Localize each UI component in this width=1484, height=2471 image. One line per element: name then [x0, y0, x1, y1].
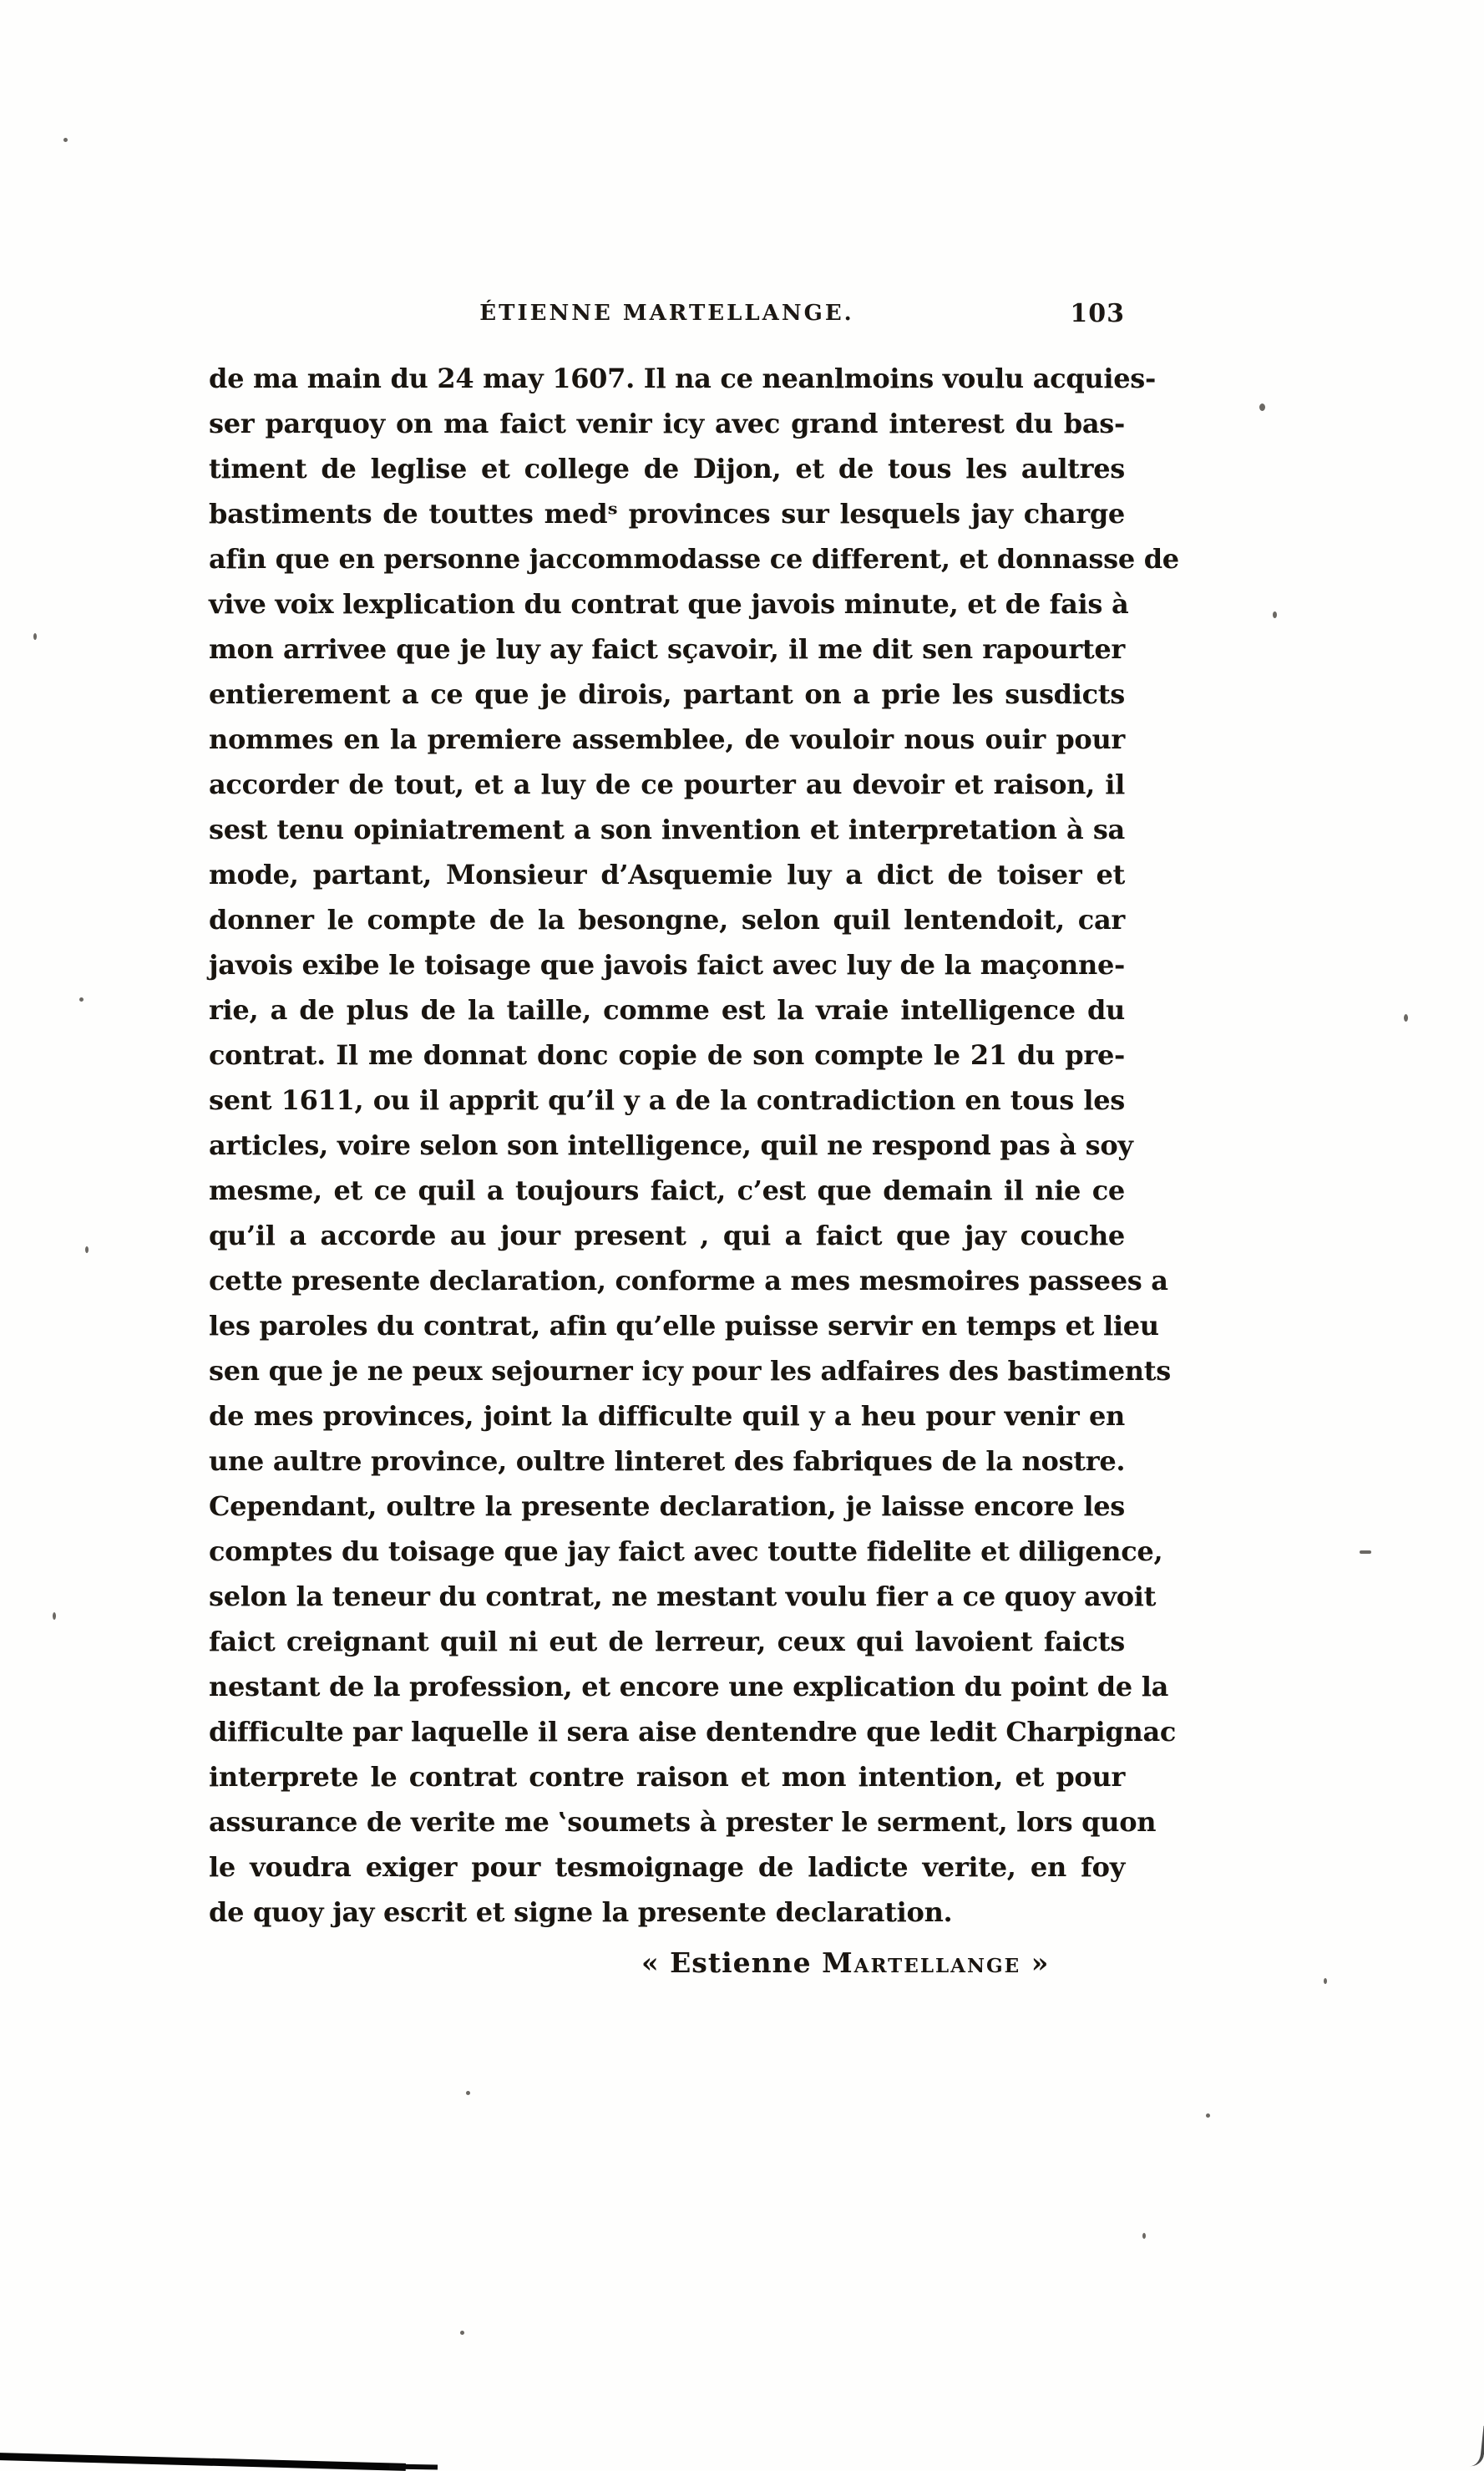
scan-bar-dash: [389, 2463, 438, 2469]
text-line: contrat. Il me donnat donc copie de son compte le 21 du pre-: [209, 1039, 1125, 1071]
scan-speck: [1324, 1978, 1327, 1984]
scan-speck: [1206, 2113, 1210, 2118]
text-line: donner le compte de la besongne, selon quil lentendoit, car: [209, 904, 1125, 936]
text-line: cette presente declaration, conforme a mes mesmoires passees a: [209, 1265, 1168, 1296]
text-line: accorder de tout, et a luy de ce pourter au devoir et raison, il: [209, 769, 1125, 800]
scan-bar-artifact: [0, 2453, 406, 2471]
text-line: nommes en la premiere assemblee, de vouloir nous ouir pour: [209, 723, 1125, 755]
text-line: vive voix lexplication du contrat que javois minute, et de fais à: [209, 588, 1129, 620]
text-line: Cependant, oultre la presente declaration, je laisse encore les: [209, 1490, 1125, 1522]
scan-speck: [53, 1612, 56, 1620]
text-line: le voudra exiger pour tesmoignage de ladicte verite, en foy: [209, 1851, 1125, 1883]
text-line: une aultre province, oultre linteret des fabriques de la nostre.: [209, 1445, 1126, 1477]
page-header: [209, 301, 1125, 334]
text-line: de quoy jay escrit et signe la presente declaration.: [209, 1896, 953, 1928]
scan-speck: [1259, 403, 1265, 411]
scan-speck: [33, 633, 37, 640]
signature-close-quote: »: [1021, 1946, 1050, 1979]
text-line: ser parquoy on ma faict venir icy avec grand interest du bas-: [209, 408, 1125, 439]
text-line: de ma main du 24 may 1607. Il na ce neanlmoins voulu acquies-: [209, 363, 1156, 394]
running-title: ÉTIENNE MARTELLANGE.: [479, 301, 854, 326]
scan-speck: [85, 1246, 89, 1253]
text-line: comptes du toisage que jay faict avec toutte fidelite et diligence,: [209, 1535, 1163, 1567]
signature-name: Martellange: [822, 1946, 1021, 1979]
text-line: mode, partant, Monsieur d’Asquemie luy a dict de toiser et: [209, 859, 1125, 890]
text-line: afin que en personne jaccommodasse ce different, et donnasse de: [209, 543, 1179, 575]
text-line: sent 1611, ou il apprit qu’il y a de la contradiction en tous les: [209, 1084, 1125, 1116]
scan-speck: [79, 997, 84, 1002]
text-line: sest tenu opiniatrement a son invention et interpretation à sa: [209, 814, 1125, 845]
text-line: selon la teneur du contrat, ne mestant voulu fier a ce quoy avoit: [209, 1581, 1157, 1612]
scan-speck: [1273, 611, 1277, 618]
scan-speck: [1360, 1550, 1371, 1554]
text-line: bastiments de touttes medˢ provinces sur lesquels jay charge: [209, 498, 1125, 530]
text-line: de mes provinces, joint la difficulte quil y a heu pour venir en: [209, 1400, 1125, 1432]
text-line: mon arrivee que je luy ay faict sçavoir, il me dit sen rapourter: [209, 633, 1125, 665]
signature-line: [641, 1946, 1049, 1979]
scan-speck: [1404, 1014, 1408, 1022]
scan-speck: [466, 2091, 470, 2095]
scan-speck: [460, 2331, 464, 2335]
text-line: interprete le contrat contre raison et mon intention, et pour: [209, 1761, 1125, 1793]
text-line: faict creignant quil ni eut de lerreur, ceux qui lavoient faicts: [209, 1626, 1125, 1657]
text-line: javois exibe le toisage que javois faict avec luy de la maçonne-: [209, 949, 1125, 981]
scan-corner-mark: [1467, 2424, 1484, 2468]
text-line: les paroles du contrat, afin qu’elle puisse servir en temps et lieu: [209, 1310, 1159, 1342]
scan-speck: [63, 138, 68, 142]
text-line: rie, a de plus de la taille, comme est la vraie intelligence du: [209, 994, 1125, 1026]
text-line: sen que je ne peux sejourner icy pour les adfaires des bastiments: [209, 1355, 1171, 1387]
text-line: nestant de la profession, et encore une explication du point de la: [209, 1671, 1168, 1702]
text-line: qu’il a accorde au jour present , qui a faict que jay couche: [209, 1220, 1125, 1251]
text-line: timent de leglise et college de Dijon, et de tous les aultres: [209, 453, 1125, 485]
signature-open-quote: « Estienne: [641, 1946, 823, 1979]
page-number: 103: [1070, 299, 1125, 328]
text-line: difficulte par laquelle il sera aise dentendre que ledit Charpignac: [209, 1716, 1177, 1748]
text-line: mesme, et ce quil a toujours faict, c’est que demain il nie ce: [209, 1175, 1125, 1206]
text-line: entierement a ce que je dirois, partant on a prie les susdicts: [209, 678, 1125, 710]
body-text-block: [209, 356, 1179, 1935]
scan-speck: [1142, 2233, 1146, 2239]
text-line: assurance de verite me ‛soumets à prester le serment, lors quon: [209, 1806, 1157, 1838]
text-line: articles, voire selon son intelligence, quil ne respond pas à soy: [209, 1129, 1133, 1161]
